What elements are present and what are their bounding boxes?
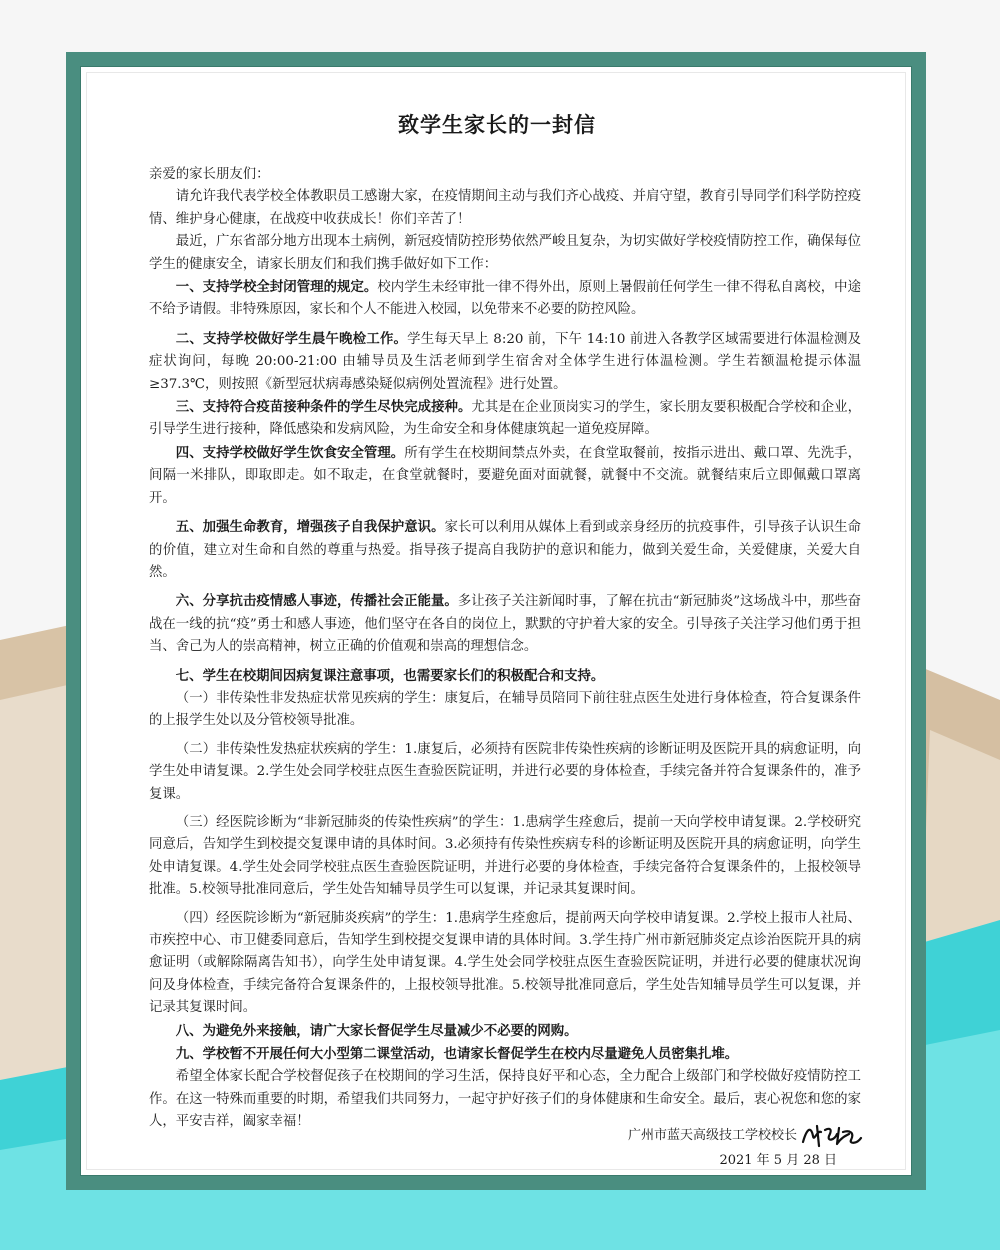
item-3 (149, 396, 861, 442)
item-5-text: 家长可以利用从媒体上看到或亲身经历的抗疫事件，引导孩子认识生命的价值，建立对生命和自然的尊重与热爱。指导孩子提高自我防护的意识和能力，做到关爱生命，关爱健康，关爱大自然。 (149, 520, 862, 580)
item-7 (149, 665, 861, 688)
subitem-4: （四）经医院诊断为“新冠肺炎疾病”的学生：1.患病学生痊愈后，提前两天向学校申请复课。2.学校上报市人社局、市疾控中心、市卫健委同意后，告知学生到校提交复课申请的具体时间。3.学生持广州市新冠肺炎定点诊治医院开具的病愈证明（或解除隔离告知书），向学生处申请复课。4.学生处会同学校驻点医生查验医院证明，并进行必要的健康状况询问及身体检查，手续完备符合复课条件的，上报校领导批准。5.校领导批准同意后，学生处告知辅导员学生可以复课，并记录其复课时间。 (149, 910, 861, 1016)
item-6-text: 多让孩子关注新闻时事，了解在抗击“新冠肺炎”这场战斗中，那些奋战在一线的抗“疫”勇士和感人事迹，他们坚守在各自的岗位上，默默的守护着大家的安全。引导孩子关注学习他们勇于担当、舍己为人的崇高精神，树立正确的价值观和崇高的理想信念。 (149, 594, 861, 655)
item-3-text: 尤其是在企业顶岗实习的学生，家长朋友要积极配合学校和企业，引导学生进行接种，降低感染和发病风险，为生命安全和身体健康筑起一道免疫屏障。 (149, 400, 862, 438)
item-4-heading: 四、支持学校做好学生饮食安全管理。 (175, 444, 405, 461)
item-6 (149, 590, 861, 658)
item-4 (149, 442, 861, 510)
item-2-heading: 二、支持学校做好学生晨午晚检工作。 (175, 330, 408, 347)
item-8-heading: 八、为避免外来接触，请广大家长督促学生尽量减少不必要的网购。 (175, 1022, 578, 1039)
signature-row (628, 1122, 863, 1150)
letter-paper (80, 66, 912, 1176)
item-1 (149, 276, 861, 322)
item-3-heading: 三、支持符合疫苗接种条件的学生尽快完成接种。 (175, 399, 472, 416)
greeting: 亲爱的家长朋友们： (149, 167, 270, 182)
item-6-heading: 六、分享抗击疫情感人事迹，传播社会正能量。 (175, 593, 458, 610)
handwritten-signature (799, 1122, 863, 1150)
subitem-2: （二）非传染性发热症状疾病的学生：1.康复后，必须持有医院非传染性疾病的诊断证明及医院开具的病愈证明，向学生处申请复课。2.学生处会同学校驻点医生查验医院证明，并进行必要的身体检查，手续完备并符合复课条件的，准予复课。 (149, 741, 861, 802)
item-2 (149, 328, 861, 396)
subitem-1: （一）非传染性非发热症状常见疾病的学生：康复后，在辅导员陪同下前往驻点医生处进行身体检查，符合复课条件的上报学生处以及分管校领导批准。 (149, 690, 861, 729)
signature-block (628, 1122, 863, 1172)
letter-date: 2021 年 5 月 28 日 (719, 1153, 837, 1168)
intro-paragraph-1: 请允许我代表学校全体教职员工感谢大家，在疫情期间主动与我们齐心战疫、并肩守望，教育引导同学们科学防控疫情、维护身心健康，在战疫中收获成长！你们辛苦了！ (149, 189, 861, 227)
item-9 (149, 1043, 861, 1066)
item-4-text: 所有学生在校期间禁点外卖，在食堂取餐前，按指示进出、戴口罩、先洗手，间隔一米排队，即取即走。如不取走，在食堂就餐时，要避免面对面就餐，就餐中不交流。就餐结束后立即佩戴口罩离开。 (149, 445, 862, 506)
letter-body (149, 164, 861, 1134)
subitem-3: （三）经医院诊断为“非新冠肺炎的传染性疾病”的学生：1.患病学生痊愈后，提前一天向学校申请复课。2.学校研究同意后，告知学生到校提交复课申请的具体时间。3.必须持有传染性疾病专科的诊断证明及医院开具的病愈证明，向学生处申请复课。4.学生处会同学校驻点医生查验医院证明，并进行必要的身体检查，手续完备符合复课条件的，上报校领导批准。5.校领导批准同意后，学生处告知辅导员学生可以复课，并记录其复课时间。 (149, 814, 861, 898)
item-1-heading: 一、支持学校全封闭管理的规定。 (175, 279, 378, 296)
closing-paragraph: 希望全体家长配合学校督促孩子在校期间的学习生活，保持良好平和心态，全力配合上级部门和学校做好疫情防控工作。在这一特殊而重要的时期，希望我们共同努力，一起守护好孩子们的身体健康和生命安全。最后，衷心祝您和您的家人，平安吉祥，阖家幸福！ (149, 1069, 861, 1130)
item-9-heading: 九、学校暂不开展任何大小型第二课堂活动，也请家长督促学生在校内尽量避免人员密集扎堆。 (175, 1046, 739, 1063)
letter-title: 致学生家长的一封信 (398, 113, 596, 137)
item-5 (149, 516, 861, 584)
intro-paragraph-2: 最近，广东省部分地方出现本土病例，新冠疫情防控形势依然严峻且复杂，为切实做好学校疫情防控工作，确保每位学生的健康安全，请家长朋友们和我们携手做好如下工作： (149, 234, 861, 272)
item-8 (149, 1020, 861, 1043)
item-7-heading: 七、学生在校期间因病复课注意事项，也需要家长们的积极配合和支持。 (175, 667, 605, 684)
item-5-heading: 五、加强生命教育，增强孩子自我保护意识。 (175, 519, 445, 536)
signature-org: 广州市蓝天高级技工学校校长 (627, 1128, 797, 1143)
item-1-text: 校内学生未经审批一律不得外出，原则上暑假前任何学生一律不得私自离校，中途不给予请假。非特殊原因，家长和个人不能进入校园，以免带来不必要的防控风险。 (149, 280, 862, 318)
item-2-text: 学生每天早上 8:20 前，下午 14:10 前进入各教学区域需要进行体温检测及症状询问，每晚 20:00-21:00 由辅导员及生活老师到学生宿舍对全体学生进行体温检测。学生若额温枪提示体温≥37.3℃，则按照《新型冠状病毒感染疑似病例处置流程》进行处置。 (149, 331, 861, 392)
